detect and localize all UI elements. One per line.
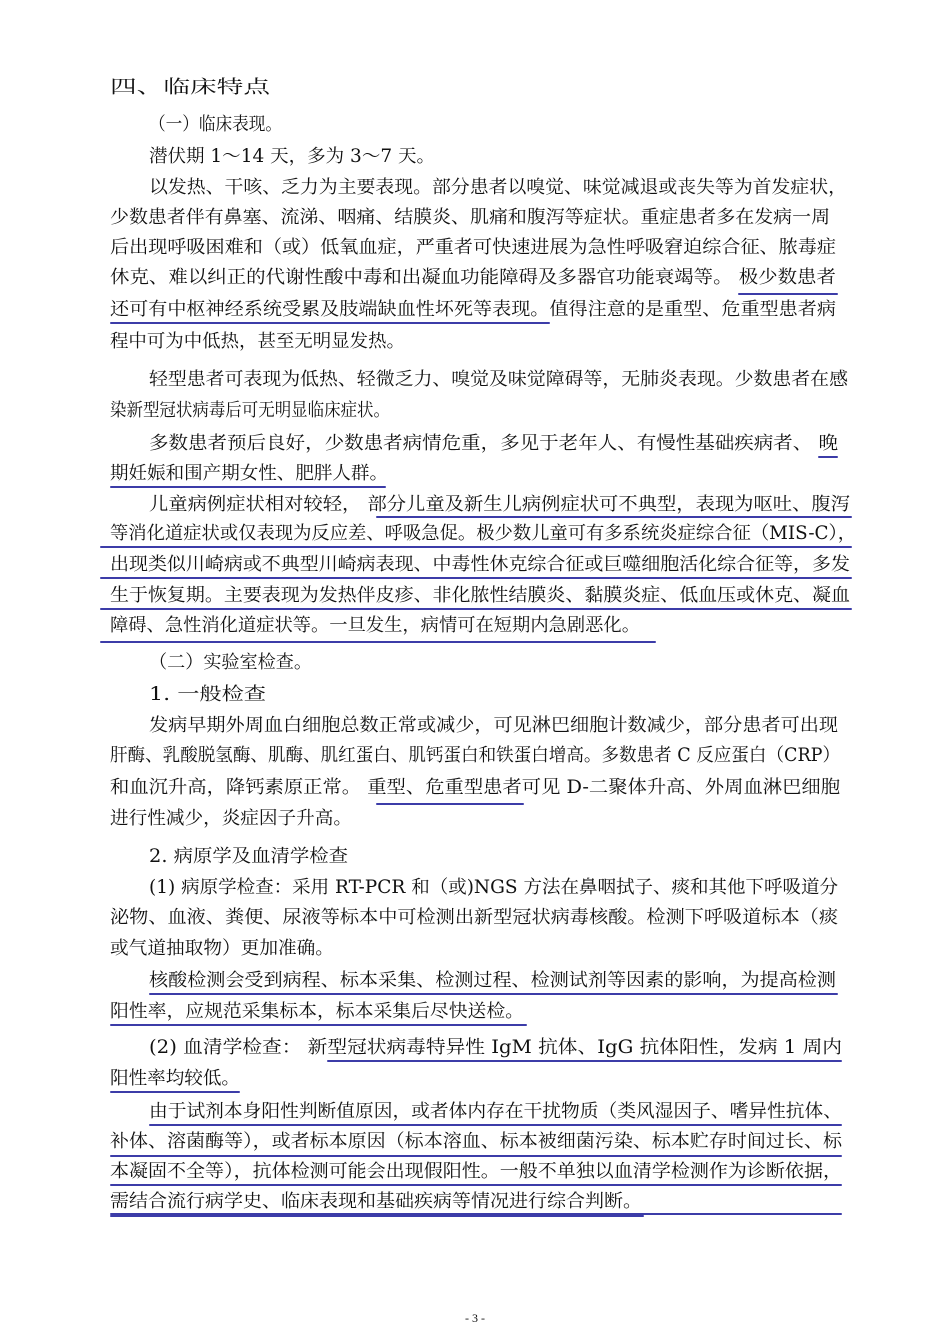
ink-underline [110,1024,527,1026]
ink-underline [818,456,838,458]
text-line: (2) 血清学检查： 新型冠状病毒特异性 IgM 抗体、IgG 抗体阳性，发病 1 周内 [149,1037,843,1058]
text-line: 以发热、干咳、乏力为主要表现。部分患者以嗅觉、味觉减退或丧失等为首发症状， [149,177,848,198]
page-number: - 3 - [465,1311,485,1325]
text-line: 和血沉升高，降钙素原正常。 重型、危重型患者可见 D-二聚体升高、外周血淋巴细胞 [110,777,841,798]
text-line: （二）实验室检查。 [149,652,312,673]
text-line: 多数患者预后良好，少数患者病情危重，多见于老年人、有慢性基础疾病者、 晚 [149,433,839,454]
text-line: 泌物、血液、粪便、尿液等标本中可检测出新型冠状病毒核酸。检测下呼吸道标本（痰 [110,907,839,928]
ink-underline [149,1124,842,1126]
ink-underline [110,1184,842,1186]
text-line: 2. 病原学及血清学检查 [149,846,348,867]
ink-underline [738,293,838,295]
text-line: 后出现呼吸困难和（或）低氧血症，严重者可快速进展为急性呼吸窘迫综合征、脓毒症 [110,237,836,258]
ink-underline [110,1155,842,1157]
ink-underline [100,577,852,579]
ink-underline [110,486,386,488]
text-line: 核酸检测会受到病程、标本采集、检测过程、检测试剂等因素的影响，为提高检测 [149,970,836,991]
text-line: 程中可为中低热，甚至无明显发热。 [110,331,406,352]
text-line: 肝酶、乳酸脱氢酶、肌酶、肌红蛋白、肌钙蛋白和铁蛋白增高。多数患者 C 反应蛋白（CRP） [110,745,841,766]
text-line: 阳性率均较低。 [110,1068,240,1089]
ink-underline [110,322,550,324]
text-line: 补体、溶菌酶等），或者标本原因（标本溶血、标本被细菌污染、标本贮存时间过长、标 [110,1131,842,1152]
text-line: 期妊娠和围产期女性、肥胖人群。 [110,463,388,484]
text-line: 进行性减少，炎症因子升高。 [110,808,353,829]
text-line: 或气道抽取物）更加准确。 [110,938,334,959]
ink-underline [110,1091,240,1093]
text-line: 1. 一般检查 [149,684,267,705]
text-line: 障碍、急性消化道症状等。一旦发生，病情可在短期内急剧恶化。 [110,615,640,636]
text-line: 潜伏期 1～14 天，多为 3～7 天。 [149,146,436,167]
text-line: 发病早期外周血白细胞总数正常或减少，可见淋巴细胞计数减少，部分患者可出现 [149,715,839,736]
ink-underline [100,546,852,548]
ink-underline [100,641,656,643]
text-line: 生于恢复期。主要表现为发热伴皮疹、非化脓性结膜炎、黏膜炎症、低血压或休克、凝血 [110,585,850,606]
text-line: 四、临床特点 [110,77,270,98]
text-line: 还可有中枢神经系统受累及肢端缺血性坏死等表现。值得注意的是重型、危重型患者病 [110,299,836,320]
text-line: 本凝固不全等），抗体检测可能会出现假阳性。一般不单独以血清学检测作为诊断依据， [110,1161,842,1182]
text-line: 由于试剂本身阳性判断值原因，或者体内存在干扰物质（类风湿因子、嗜异性抗体、 [149,1101,842,1122]
text-line: 等消化道症状或仅表现为反应差、呼吸急促。极少数儿童可有多系统炎症综合征（MIS-C）， [110,523,857,544]
text-line: 轻型患者可表现为低热、轻微乏力、嗅觉及味觉障碍等，无肺炎表现。少数患者在感 [149,369,848,390]
text-line: 阳性率，应规范采集标本，标本采集后尽快送检。 [110,1001,524,1022]
ink-underline [376,516,852,518]
ink-underline [327,1060,842,1062]
ink-underline [110,1215,644,1217]
text-line: （一）临床表现。 [149,114,283,135]
text-line: 休克、难以纠正的代谢性酸中毒和出凝血功能障碍及多器官功能衰竭等。 极少数患者 [110,267,836,288]
text-line: 染新型冠状病毒后可无明显临床症状。 [110,400,391,421]
ink-underline [376,803,524,805]
text-line: 少数患者伴有鼻塞、流涕、咽痛、结膜炎、肌痛和腹泻等症状。重症患者多在发病一周 [110,207,831,228]
text-line: 儿童病例症状相对较轻， 部分儿童及新生儿病例症状可不典型，表现为呕吐、腹泻 [149,494,850,515]
text-line: (1) 病原学检查：采用 RT-PCR 和（或)NGS 方法在鼻咽拭子、痰和其他下呼吸道分 [149,877,838,898]
ink-underline [149,993,838,995]
text-line: 需结合流行病学史、临床表现和基础疾病等情况进行综合判断。 [110,1191,642,1212]
ink-underline [100,608,852,610]
text-line: 出现类似川崎病或不典型川崎病表现、中毒性休克综合征或巨噬细胞活化综合征等，多发 [110,554,850,575]
